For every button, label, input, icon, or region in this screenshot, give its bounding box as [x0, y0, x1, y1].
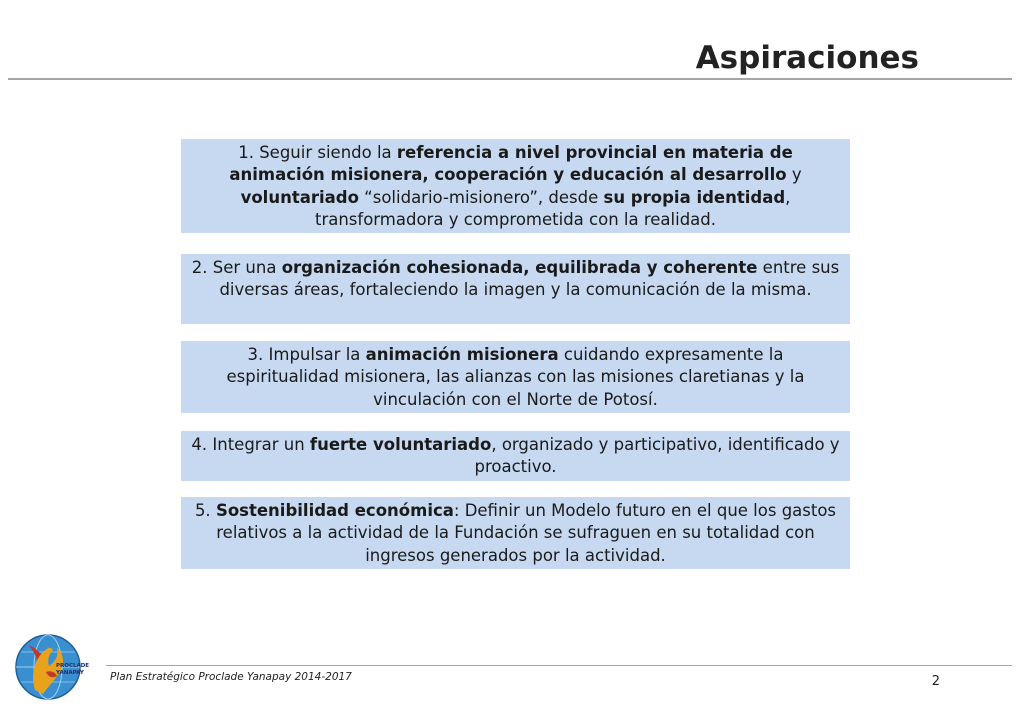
- aspiration-1-segment-6: su propia identidad: [603, 187, 786, 207]
- title-divider: [8, 78, 1012, 80]
- aspiration-4-segment-2: fuerte voluntariado: [309, 435, 492, 454]
- aspiration-5-segment-2: Sostenibilidad económica: [215, 501, 454, 520]
- aspiration-box-4: [181, 431, 850, 481]
- aspiration-1-segment-4: voluntariado: [240, 187, 359, 207]
- aspiration-2-segment-3: entre sus diversas áreas, fortaleciendo la imagen y la comunicación de la misma.: [219, 258, 840, 300]
- aspiration-box-3: [181, 341, 850, 413]
- logo-text-line2: YANAPAY: [56, 669, 84, 676]
- aspiration-1-segment-7: , transformadora y comprometida con la realidad.: [314, 187, 791, 229]
- logo-wordmark: [56, 663, 89, 676]
- aspiration-1-segment-5: “solidario-misionero”, desde: [358, 187, 604, 207]
- aspiration-2-segment-1: 2. Ser una: [191, 258, 282, 277]
- aspiration-4-segment-1: 4. Integrar un: [191, 435, 310, 454]
- aspiration-box-2: [181, 254, 850, 324]
- aspiration-2-segment-2: organización cohesionada, equilibrada y coherente: [281, 258, 758, 277]
- aspiration-1-segment-1: 1. Seguir siendo la: [238, 143, 397, 162]
- aspiration-1-segment-3: y: [786, 165, 802, 185]
- slide-title: Aspiraciones: [695, 40, 919, 76]
- aspiration-3-segment-1: 3. Impulsar la: [247, 345, 366, 364]
- aspiration-4-segment-3: , organizado y participativo, identificado y proactivo.: [474, 435, 840, 477]
- aspiration-1-segment-2: referencia a nivel provincial en materia de animación misionera, cooperación y educación al desarrollo: [229, 143, 793, 185]
- aspiration-5-segment-1: 5.: [194, 501, 216, 520]
- logo-text-line1: PROCLADE: [56, 663, 90, 669]
- footer-divider: [106, 665, 1012, 666]
- aspiration-5-segment-3: : Definir un Modelo futuro en el que los gastos relativos a la actividad de la Fundación se sufraguen en su totalidad con ingresos generados por la actividad.: [216, 501, 837, 565]
- aspiration-box-5: [181, 497, 850, 569]
- aspiration-box-1: [181, 139, 850, 233]
- aspiration-3-segment-2: animación misionera: [365, 345, 559, 364]
- page-number: 2: [931, 674, 940, 689]
- footer-text: Plan Estratégico Proclade Yanapay 2014-2017: [110, 671, 352, 683]
- aspiration-3-segment-3: cuidando expresamente la espiritualidad misionera, las alianzas con las misiones claretianas y la vinculación con el Norte de Potosí.: [226, 345, 805, 409]
